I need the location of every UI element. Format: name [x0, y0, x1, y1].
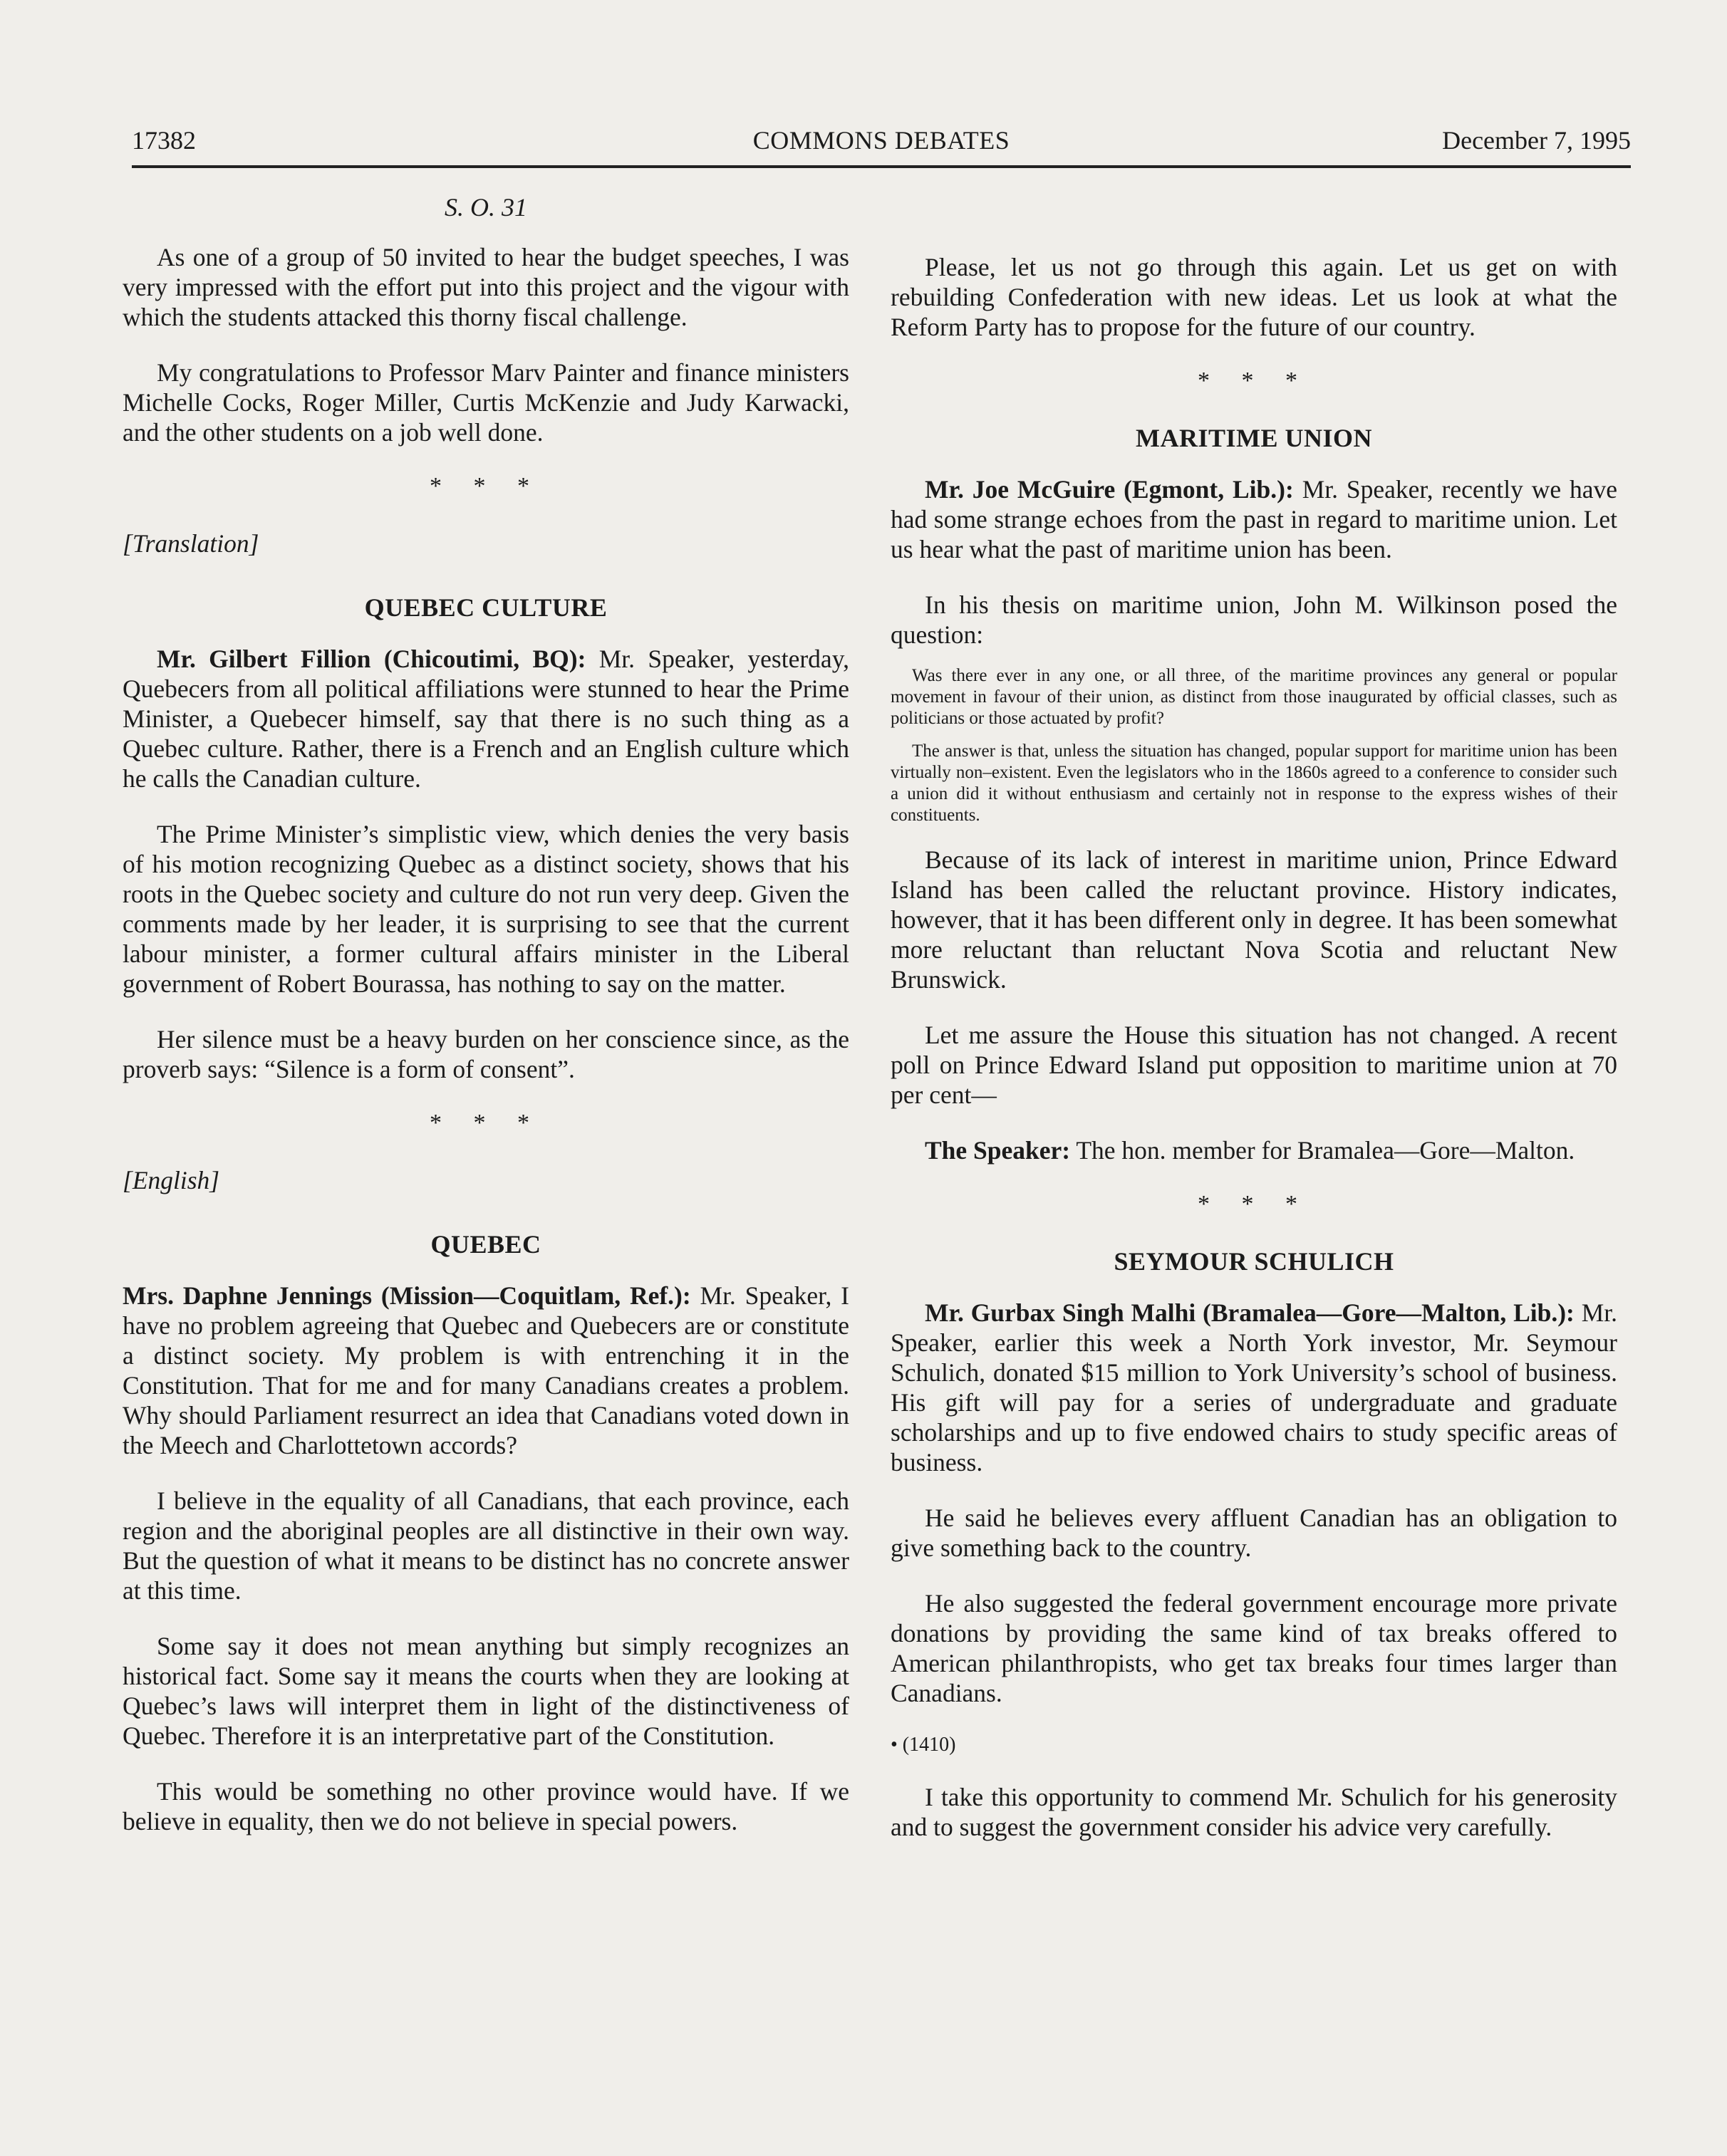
speaker-name: Mr. Joe McGuire (Egmont, Lib.):	[925, 475, 1294, 504]
speaker-name: Mrs. Daphne Jennings (Mission—Coquitlam, Ref.):	[123, 1281, 691, 1310]
speech-text: Mr. Speaker, I have no problem agreeing that Quebec and Quebecers are or constitute a distinct society. My problem is with entrenching it in the Constitution. That for me and for many Canadians creates a problem. Why should Parliament resurrect an idea that Canadians voted down in the Meech and Charlottetown accords?	[123, 1281, 849, 1459]
paragraph: He said he believes every affluent Canadian has an obligation to give something back to the country.	[891, 1504, 1617, 1562]
paragraph	[891, 1135, 1617, 1165]
page-date: December 7, 1995	[1442, 126, 1631, 155]
speech-text: Mr. Speaker, recently we have had some strange echoes from the past in regard to maritime union. Let us hear what the past of maritime union has been.	[891, 475, 1617, 563]
speech-text: Mr. Speaker, yesterday, Quebecers from all political affiliations were stunned to hear the Prime Minister, a Quebecer himself, say that there is no such thing as a Quebec culture. Rather, there is a French and an English culture which he calls the Canadian culture.	[123, 645, 850, 793]
section-heading: MARITIME UNION	[1135, 424, 1372, 452]
paragraph: Her silence must be a heavy burden on her conscience since, as the proverb says: “Silence is a form of consent”.	[123, 1025, 849, 1083]
quote-paragraph: Was there ever in any one, or all three, of the maritime provinces any general or popular movement in favour of their union, as distinct from those inaugurated by official classes, such as politicians or those actuated by profit?	[891, 666, 1617, 728]
section-divider: * * *	[1198, 368, 1310, 394]
paragraph: As one of a group of 50 invited to hear the budget speeches, I was very impressed with the effort put into this project and the vigour with which the students attacked this thorny fiscal challenge.	[123, 243, 849, 331]
section-divider: * * *	[430, 1110, 542, 1136]
section-divider: * * *	[1198, 1191, 1310, 1217]
speaker-name: Mr. Gurbax Singh Malhi (Bramalea—Gore—Malton, Lib.):	[925, 1298, 1575, 1327]
right-column	[891, 192, 1617, 1868]
quote-paragraph: The answer is that, unless the situation has changed, popular support for maritime union has been virtually non–existent. Even the legislators who in the 1860s agreed to a conference to consider such a union did it without enthusiasm and certainly not in response to the express wishes of their constituents.	[891, 741, 1617, 825]
language-tag: [Translation]	[123, 529, 259, 558]
section-divider: * * *	[430, 473, 542, 499]
speech-text: Mr. Speaker, earlier this week a North York investor, Mr. Seymour Schulich, donated $15 million to York University’s school of business. His gift will pay for a series of undergraduate and graduate scholarships and up to five endowed chairs to study specific areas of business.	[891, 1298, 1617, 1477]
section-heading: SEYMOUR SCHULICH	[1114, 1247, 1394, 1276]
block-quote	[891, 665, 1617, 826]
section-heading: QUEBEC	[430, 1230, 541, 1259]
paragraph: This would be something no other province would have. If we believe in equality, then we do not believe in special powers.	[123, 1777, 849, 1835]
page-header	[132, 123, 1631, 168]
speaker-name: Mr. Gilbert Fillion (Chicoutimi, BQ):	[157, 645, 586, 673]
paragraph: The Prime Minister’s simplistic view, which denies the very basis of his motion recognizing Quebec as a distinct society, shows that his roots in the Quebec society and culture do not run very deep. Given the comments made by her leader, it is surprising to see that the current labour minister, a former cultural affairs minister in the Liberal government of Robert Bourassa, has nothing to say on the matter.	[123, 820, 849, 998]
paragraph: I take this opportunity to commend Mr. Schulich for his generosity and to suggest the government consider his advice very carefully.	[891, 1783, 1617, 1841]
paragraph	[891, 474, 1617, 564]
speaker-name: The Speaker:	[925, 1136, 1071, 1165]
paragraph: He also suggested the federal government encourage more private donations by providing the same kind of tax breaks offered to American philanthropists, who get tax breaks four times larger than Canadians.	[891, 1589, 1617, 1707]
section-heading: QUEBEC CULTURE	[364, 593, 608, 622]
paragraph: In his thesis on maritime union, John M. Wilkinson posed the question:	[891, 590, 1617, 649]
publication-title: COMMONS DEBATES	[752, 126, 1010, 155]
language-tag: [English]	[123, 1166, 220, 1194]
time-marker: • (1410)	[891, 1734, 956, 1756]
paragraph: I believe in the equality of all Canadians, that each province, each region and the aboriginal peoples are all distinctive in their own way. But the question of what it means to be distinct has no concrete answer at this time.	[123, 1486, 849, 1605]
paragraph: Let me assure the House this situation has not changed. A recent poll on Prince Edward Island put opposition to maritime union at 70 per cent—	[891, 1021, 1617, 1109]
paragraph: Because of its lack of interest in maritime union, Prince Edward Island has been called the reluctant province. History indicates, however, that it has been different only in degree. It has been somewhat more reluctant than reluctant Nova Scotia and reluctant New Brunswick.	[891, 845, 1617, 994]
paragraph	[891, 1298, 1617, 1477]
section-label: S. O. 31	[445, 193, 527, 222]
left-column	[123, 192, 849, 1862]
paragraph: My congratulations to Professor Marv Painter and finance ministers Michelle Cocks, Roger Miller, Curtis McKenzie and Judy Karwacki, and the other students on a job well done.	[123, 358, 849, 447]
page-number: 17382	[132, 126, 196, 155]
paragraph	[123, 644, 849, 793]
paragraph	[123, 1281, 849, 1460]
speech-text: The hon. member for Bramalea—Gore—Malton.	[1076, 1136, 1575, 1165]
paragraph: Please, let us not go through this again. Let us get on with rebuilding Confederation with new ideas. Let us look at what the Reform Party has to propose for the future of our country.	[891, 253, 1617, 341]
paragraph: Some say it does not mean anything but simply recognizes an historical fact. Some say it means the courts when they are looking at Quebec’s laws will interpret them in light of the distinctiveness of Quebec. Therefore it is an interpretative part of the Constitution.	[123, 1632, 849, 1750]
